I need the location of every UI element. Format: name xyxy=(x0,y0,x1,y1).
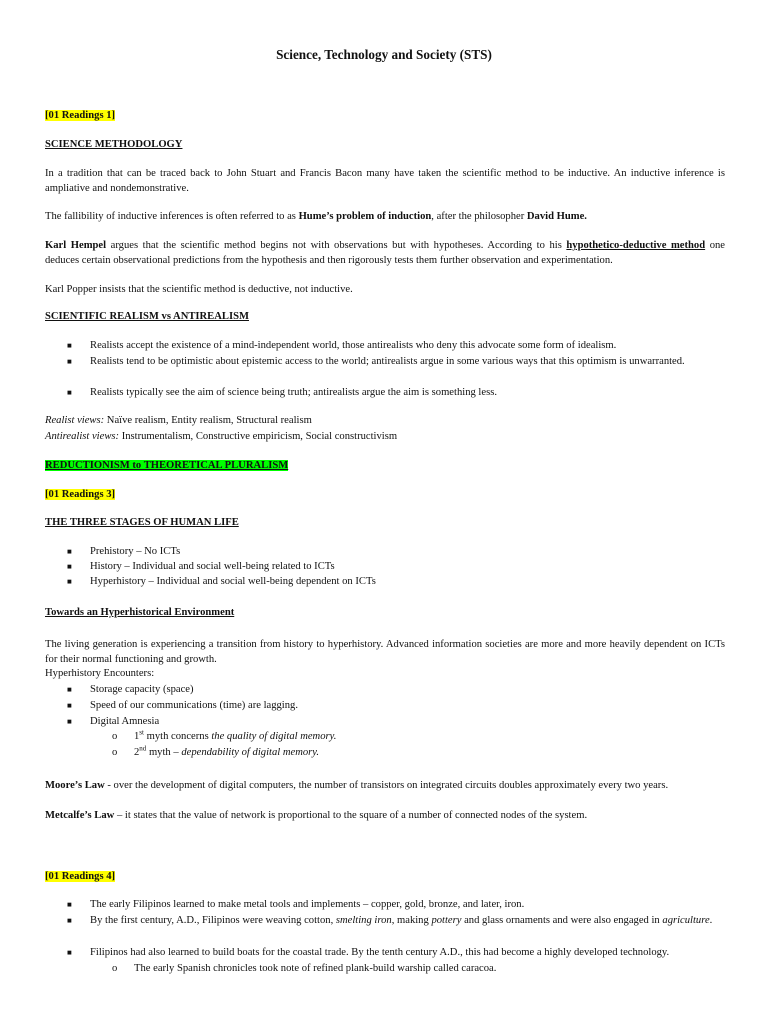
bullet-icon: ■ xyxy=(67,948,72,957)
list-item: ■ Realists tend to be optimistic about epistemic access to the world; antirealists argue in some various ways that this optimism is unwarranted. xyxy=(67,356,685,367)
bullet-icon: ■ xyxy=(67,547,72,556)
paragraph-metcalfe: Metcalfe’s Law – it states that the value of network is proportional to the square of a number of connected nodes of the system. xyxy=(45,810,588,821)
list-item: ■ Prehistory – No ICTs xyxy=(67,546,181,557)
list-item: ■ Speed of our communications (time) are lagging. xyxy=(67,700,298,711)
list-item: ■ Realists accept the existence of a mind-independent world, those antirealists who deny this advocate some form of idealism. xyxy=(67,340,617,351)
readings-tag-3: [01 Readings 3] xyxy=(45,489,116,500)
paragraph-moore: Moore’s Law - over the development of digital computers, the number of transistors on integrated circuits doubles approximately every two years. xyxy=(45,780,669,791)
list-item: ■ Digital Amnesia xyxy=(67,716,160,727)
circle-bullet-icon: o xyxy=(112,963,118,974)
bullet-icon: ■ xyxy=(67,341,72,350)
list-item: ■ Hyperhistory – Individual and social well-being dependent on ICTs xyxy=(67,576,376,587)
bullet-icon: ■ xyxy=(67,717,72,726)
bullet-icon: ■ xyxy=(67,701,72,710)
list-item: ■ The early Filipinos learned to make metal tools and implements – copper, gold, bronze, and later, iron. xyxy=(67,899,525,910)
list-item: ■ Filipinos had also learned to build boats for the coastal trade. By the tenth century A.D., this had become a highly developed technology. xyxy=(67,947,670,958)
sub-list-item: o 2nd myth – dependability of digital memory. xyxy=(112,744,320,758)
heading-realism: SCIENTIFIC REALISM vs ANTIREALISM xyxy=(45,311,249,322)
readings-tag-1: [01 Readings 1] xyxy=(45,110,116,121)
page-title: Science, Technology and Society (STS) xyxy=(276,47,492,62)
paragraph-hume: The fallibility of inductive inferences is often referred to as Hume’s problem of induction, after the philosopher David Hume. xyxy=(45,211,587,222)
bullet-icon: ■ xyxy=(67,562,72,571)
bullet-icon: ■ xyxy=(67,577,72,586)
realist-views: Realist views: Naïve realism, Entity realism, Structural realism xyxy=(45,415,312,426)
bullet-icon: ■ xyxy=(67,900,72,909)
sub-list-item: o The early Spanish chronicles took note of refined plank-build warship called caracoa. xyxy=(112,963,497,974)
heading-three-stages: THE THREE STAGES OF HUMAN LIFE xyxy=(45,517,239,528)
bullet-icon: ■ xyxy=(67,685,72,694)
bullet-icon: ■ xyxy=(67,916,72,925)
readings-tag-4: [01 Readings 4] xyxy=(45,871,116,882)
list-item: ■ By the first century, A.D., Filipinos were weaving cotton, smelting iron, making pottery and glass ornaments and were also engaged in agriculture. xyxy=(67,915,713,926)
list-item: ■ History – Individual and social well-being related to ICTs xyxy=(67,561,335,572)
heading-science-methodology: SCIENCE METHODOLOGY xyxy=(45,139,183,150)
circle-bullet-icon: o xyxy=(112,747,118,758)
heading-reductionism: REDUCTIONISM to THEORETICAL PLURALISM xyxy=(45,460,289,471)
list-item: ■ Storage capacity (space) xyxy=(67,684,194,695)
heading-towards: Towards an Hyperhistorical Environment xyxy=(45,607,235,618)
sub-list-item: o 1st myth concerns the quality of digital memory. xyxy=(112,728,337,742)
paragraph-hempel: Karl Hempel argues that the scientific method begins not with observations but with hypotheses. According to his hypothetico-deductive method one deduces certain observational predictions from the hypothesis and then rigorously tests them further observation and experimentation. xyxy=(45,240,725,266)
list-item: ■ Realists typically see the aim of science being truth; antirealists argue the aim is something less. xyxy=(67,387,497,398)
antirealist-views: Antirealist views: Instrumentalism, Constructive empiricism, Social constructivism xyxy=(45,431,398,442)
circle-bullet-icon: o xyxy=(112,731,118,742)
paragraph-induction: In a tradition that can be traced back to John Stuart and Francis Bacon many have taken the scientific method to be inductive. An inductive inference is ampliative and nondemonstrative. xyxy=(45,168,725,194)
paragraph-hyperhistory: The living generation is experiencing a transition from history to hyperhistory. Advanced information societies are more and more heavily dependent on ICTs for their normal functioning and growth. xyxy=(45,639,725,665)
bullet-icon: ■ xyxy=(67,357,72,366)
paragraph-popper: Karl Popper insists that the scientific method is deductive, not inductive. xyxy=(45,284,353,295)
encounters-label: Hyperhistory Encounters: xyxy=(45,668,155,679)
bullet-icon: ■ xyxy=(67,388,72,397)
